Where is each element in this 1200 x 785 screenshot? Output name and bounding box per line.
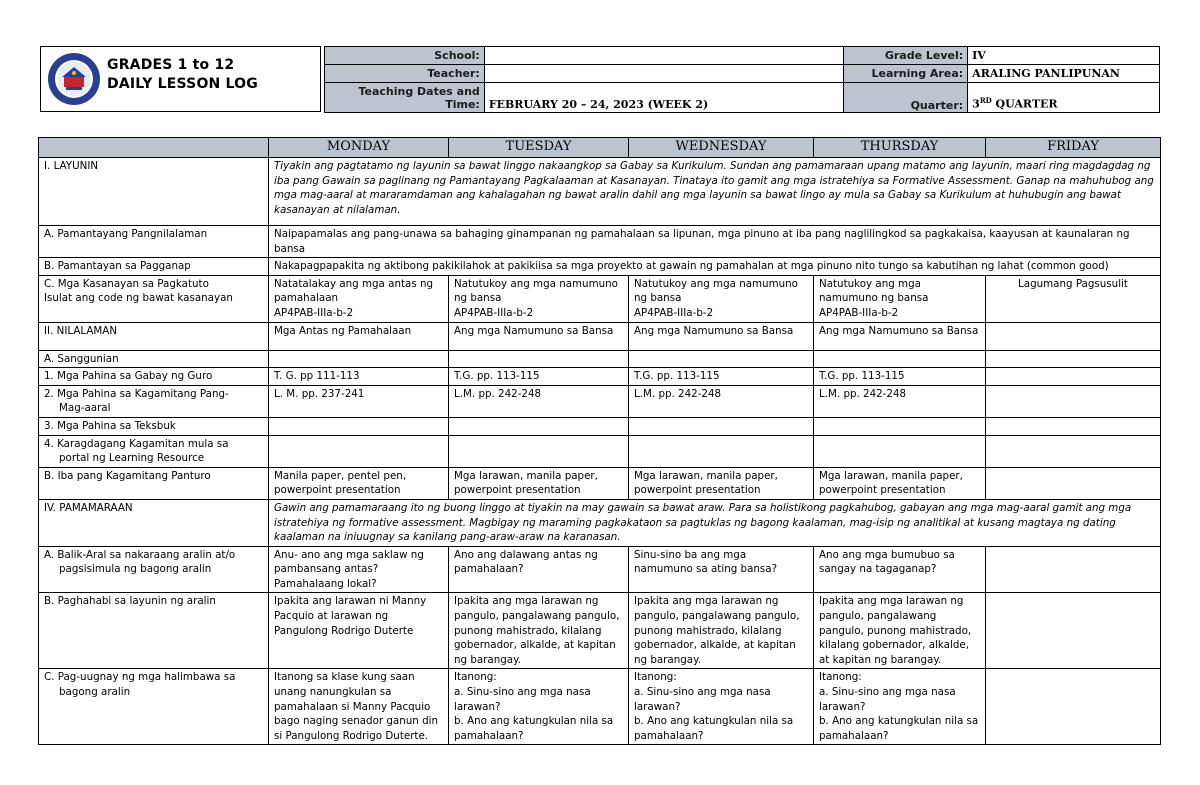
school-field[interactable] bbox=[484, 47, 843, 65]
day-header-monday: MONDAY bbox=[269, 138, 449, 158]
iba-tuesday[interactable]: Mga larawan, manila paper, powerpoint presentation bbox=[449, 467, 629, 499]
lr-wednesday[interactable] bbox=[629, 435, 814, 467]
kagamitang-wednesday[interactable]: L.M. pp. 242-248 bbox=[629, 385, 814, 417]
paghahabi-wednesday[interactable]: Ipakita ang mga larawan ng pangulo, pangalawang pangulo, punong mahistrado, kilalang gobernador, alkalde, at kapitan ng barangay. bbox=[629, 593, 814, 669]
pagugnay-monday[interactable]: Itanong sa klase kung saan unang nanungkulan sa pamahalaan si Manny Pacquio bago naging senador ganun din si Pangulong Rodrigo Duterte. bbox=[269, 669, 449, 745]
gabay-wednesday[interactable]: T.G. pp. 113-115 bbox=[629, 368, 814, 386]
paghahabi-thursday[interactable]: Ipakita ang mga larawan ng pangulo, pangalawang pangulo, punong mahistrado, kilalang gobernador, alkalde, at kapitan ng barangay. bbox=[814, 593, 986, 669]
row-layunin bbox=[39, 158, 1161, 226]
teksbuk-monday[interactable] bbox=[269, 417, 449, 435]
teacher-label: Teacher: bbox=[325, 65, 485, 83]
row-label-nilalaman: II. NILALAMAN bbox=[39, 322, 269, 350]
row-label-pagganap: B. Pamantayan sa Pagganap bbox=[39, 258, 269, 276]
learning-area-label: Learning Area: bbox=[844, 65, 968, 83]
row-pagganap bbox=[39, 258, 1161, 276]
teksbuk-tuesday[interactable] bbox=[449, 417, 629, 435]
pangnilalaman-text[interactable]: Naipapamalas ang pang-unawa sa bahaging ginampanan ng pamahalaan sa lipunan, mga pinuno at iba pang naglilingkod sa pagkakaisa, kaayusan at kaunalaran ng bansa bbox=[269, 226, 1161, 258]
quarter-field[interactable]: 3RD QUARTER bbox=[968, 83, 1160, 113]
row-kasanayan bbox=[39, 275, 1161, 322]
kagamitang-friday[interactable] bbox=[986, 385, 1161, 417]
sanggunian-thursday[interactable] bbox=[814, 350, 986, 368]
iba-friday[interactable] bbox=[986, 467, 1161, 499]
nilalaman-thursday[interactable]: Ang mga Namumuno sa Bansa bbox=[814, 322, 986, 350]
pagugnay-tuesday[interactable]: Itanong: a. Sinu-sino ang mga nasa larawan? b. Ano ang katungkulan nila sa pamahalaan? bbox=[449, 669, 629, 745]
title-line-1: GRADES 1 to 12 bbox=[107, 57, 235, 73]
iba-wednesday[interactable]: Mga larawan, manila paper, powerpoint presentation bbox=[629, 467, 814, 499]
lr-tuesday[interactable] bbox=[449, 435, 629, 467]
grade-level-field[interactable]: IV bbox=[968, 47, 1160, 65]
nilalaman-monday[interactable]: Mga Antas ng Pamahalaan bbox=[269, 322, 449, 350]
day-header-tuesday: TUESDAY bbox=[449, 138, 629, 158]
row-label-teksbuk: 3. Mga Pahina sa Teksbuk bbox=[39, 417, 269, 435]
lr-friday[interactable] bbox=[986, 435, 1161, 467]
title-line-2: DAILY LESSON LOG bbox=[107, 76, 258, 92]
day-header-wednesday: WEDNESDAY bbox=[629, 138, 814, 158]
quarter-label: Quarter: bbox=[844, 83, 968, 113]
nilalaman-wednesday[interactable]: Ang mga Namumuno sa Bansa bbox=[629, 322, 814, 350]
row-kagamitang-mag-aaral bbox=[39, 385, 1161, 417]
kasanayan-monday[interactable]: Natatalakay ang mga antas ng pamahalaan AP4PAB-IIIa-b-2 bbox=[269, 275, 449, 322]
pamamaraan-text[interactable]: Gawin ang pamamaraang ito ng buong linggo at tiyakin na may gawain sa bawat araw. Para sa holistikong pagkahubog, gabayan ang mga mag-aaral gamit ang mga istratehiya ng formative assessment. Magbigay ng maraming pagkakataon sa pagtuklas ng bagong kaalaman, mag-isip ng analitikal at kusang magtaya ng dating kaalaman na iniuugnay sa kanilang pang-araw-araw na karanasan. bbox=[269, 499, 1161, 546]
row-pag-uugnay bbox=[39, 669, 1161, 745]
pagganap-text[interactable]: Nakapagpapakita ng aktibong pakikilahok at pakikiisa sa mga proyekto at gawain ng pamahalan at mga pinuno nito tungo sa kabutihan ng lahat (common good) bbox=[269, 258, 1161, 276]
pagugnay-friday[interactable] bbox=[986, 669, 1161, 745]
day-header-row bbox=[39, 138, 1161, 158]
kagamitang-monday[interactable]: L. M. pp. 237-241 bbox=[269, 385, 449, 417]
row-label-kasanayan: C. Mga Kasanayan sa Pagkatuto Isulat ang code ng bawat kasanayan bbox=[39, 275, 269, 322]
teaching-dates-field[interactable]: FEBRUARY 20 – 24, 2023 (WEEK 2) bbox=[484, 83, 843, 113]
row-iba-pang-kagamitan bbox=[39, 467, 1161, 499]
title-block bbox=[40, 46, 321, 112]
day-header-friday: FRIDAY bbox=[986, 138, 1161, 158]
row-pamamaraan bbox=[39, 499, 1161, 546]
iba-thursday[interactable]: Mga larawan, manila paper, powerpoint presentation bbox=[814, 467, 986, 499]
paghahabi-tuesday[interactable]: Ipakita ang mga larawan ng pangulo, pangalawang pangulo, punong mahistrado, kilalang gobernador, alkalde, at kapitan ng barangay. bbox=[449, 593, 629, 669]
teksbuk-friday[interactable] bbox=[986, 417, 1161, 435]
teacher-field[interactable] bbox=[484, 65, 843, 83]
kagamitang-thursday[interactable]: L.M. pp. 242-248 bbox=[814, 385, 986, 417]
lesson-log-table bbox=[38, 137, 1161, 745]
teksbuk-thursday[interactable] bbox=[814, 417, 986, 435]
row-label-pangnilalaman: A. Pamantayang Pangnilalaman bbox=[39, 226, 269, 258]
balik-wednesday[interactable]: Sinu-sino ba ang mga namumuno sa ating bansa? bbox=[629, 546, 814, 593]
row-gabay-guro bbox=[39, 368, 1161, 386]
balik-tuesday[interactable]: Ano ang dalawang antas ng pamahalaan? bbox=[449, 546, 629, 593]
row-teksbuk bbox=[39, 417, 1161, 435]
iba-monday[interactable]: Manila paper, pentel pen, powerpoint presentation bbox=[269, 467, 449, 499]
day-header-thursday: THURSDAY bbox=[814, 138, 986, 158]
row-balik-aral bbox=[39, 546, 1161, 593]
row-learning-resource bbox=[39, 435, 1161, 467]
lr-monday[interactable] bbox=[269, 435, 449, 467]
nilalaman-tuesday[interactable]: Ang mga Namumuno sa Bansa bbox=[449, 322, 629, 350]
row-label-iba-pang-kagamitan: B. Iba pang Kagamitang Panturo bbox=[39, 467, 269, 499]
deped-seal-icon bbox=[47, 52, 101, 106]
gabay-tuesday[interactable]: T.G. pp. 113-115 bbox=[449, 368, 629, 386]
row-nilalaman bbox=[39, 322, 1161, 350]
gabay-thursday[interactable]: T.G. pp. 113-115 bbox=[814, 368, 986, 386]
row-sanggunian bbox=[39, 350, 1161, 368]
teaching-dates-label: Teaching Dates and Time: bbox=[325, 83, 485, 113]
kasanayan-thursday[interactable]: Natutukoy ang mga namumuno ng bansa AP4PAB-IIIa-b-2 bbox=[814, 275, 986, 322]
teksbuk-wednesday[interactable] bbox=[629, 417, 814, 435]
grade-level-label: Grade Level: bbox=[844, 47, 968, 65]
row-paghahabi bbox=[39, 593, 1161, 669]
sanggunian-wednesday[interactable] bbox=[629, 350, 814, 368]
sanggunian-tuesday[interactable] bbox=[449, 350, 629, 368]
pagugnay-thursday[interactable]: Itanong: a. Sinu-sino ang mga nasa larawan? b. Ano ang katungkulan nila sa pamahalaan? bbox=[814, 669, 986, 745]
sanggunian-monday[interactable] bbox=[269, 350, 449, 368]
row-label-gabay-guro: 1. Mga Pahina sa Gabay ng Guro bbox=[39, 368, 269, 386]
header-info-table bbox=[324, 46, 1160, 113]
row-label-kagamitang-mag-aaral: 2. Mga Pahina sa Kagamitang Pang- Mag-aaral bbox=[39, 385, 269, 417]
row-label-paghahabi: B. Paghahabi sa layunin ng aralin bbox=[39, 593, 269, 669]
kasanayan-tuesday[interactable]: Natutukoy ang mga namumuno ng bansa AP4PAB-IIIa-b-2 bbox=[449, 275, 629, 322]
row-pangnilalaman bbox=[39, 226, 1161, 258]
paghahabi-friday[interactable] bbox=[986, 593, 1161, 669]
kasanayan-friday[interactable]: Lagumang Pagsusulit bbox=[986, 275, 1161, 322]
nilalaman-friday[interactable] bbox=[986, 322, 1161, 350]
paghahabi-monday[interactable]: Ipakita ang larawan ni Manny Pacquio at larawan ng Pangulong Rodrigo Duterte bbox=[269, 593, 449, 669]
row-label-pamamaraan: IV. PAMAMARAAN bbox=[39, 499, 269, 546]
gabay-monday[interactable]: T. G. pp 111-113 bbox=[269, 368, 449, 386]
row-label-sanggunian: A. Sanggunian bbox=[39, 350, 269, 368]
school-label: School: bbox=[325, 47, 485, 65]
kasanayan-wednesday[interactable]: Natutukoy ang mga namumuno ng bansa AP4PAB-IIIa-b-2 bbox=[629, 275, 814, 322]
balik-friday[interactable] bbox=[986, 546, 1161, 593]
row-label-pag-uugnay: C. Pag-uugnay ng mga halimbawa sa bagong aralin bbox=[39, 669, 269, 745]
row-label-layunin: I. LAYUNIN bbox=[39, 158, 269, 226]
row-label-balik-aral: A. Balik-Aral sa nakaraang aralin at/o pagsisimula ng bagong aralin bbox=[39, 546, 269, 593]
kagamitang-tuesday[interactable]: L.M. pp. 242-248 bbox=[449, 385, 629, 417]
gabay-friday[interactable] bbox=[986, 368, 1161, 386]
row-label-learning-resource: 4. Karagdagang Kagamitan mula sa portal ng Learning Resource bbox=[39, 435, 269, 467]
layunin-text[interactable]: Tiyakin ang pagtatamo ng layunin sa bawat linggo nakaangkop sa Gabay sa Kurikulum. Sundan ang pamamaraan upang matamo ang layunin, maari ring magdagdag ng iba pang Gawain sa paglinang ng Pamantayang Pagkalaaman at Kasanayan. Tinataya ito gamit ang mga istratehiya sa Formative Assessment. Ganap na mahuhubog ang mga mag-aaral at mararamdaman ang kahalagahan ng bawat aralin dahil ang mga layunin sa bawat lingo ay mula sa Gabay sa Kurikulum at huhubugin ang bawat kasanayan at nilalaman. bbox=[269, 158, 1161, 226]
pagugnay-wednesday[interactable]: Itanong: a. Sinu-sino ang mga nasa larawan? b. Ano ang katungkulan nila sa pamahalaan? bbox=[629, 669, 814, 745]
learning-area-field[interactable]: ARALING PANLIPUNAN bbox=[968, 65, 1160, 83]
corner-cell bbox=[39, 138, 269, 158]
balik-thursday[interactable]: Ano ang mga bumubuo sa sangay na tagaganap? bbox=[814, 546, 986, 593]
sanggunian-friday[interactable] bbox=[986, 350, 1161, 368]
lr-thursday[interactable] bbox=[814, 435, 986, 467]
balik-monday[interactable]: Anu- ano ang mga saklaw ng pambansang antas? Pamahalaang lokal? bbox=[269, 546, 449, 593]
